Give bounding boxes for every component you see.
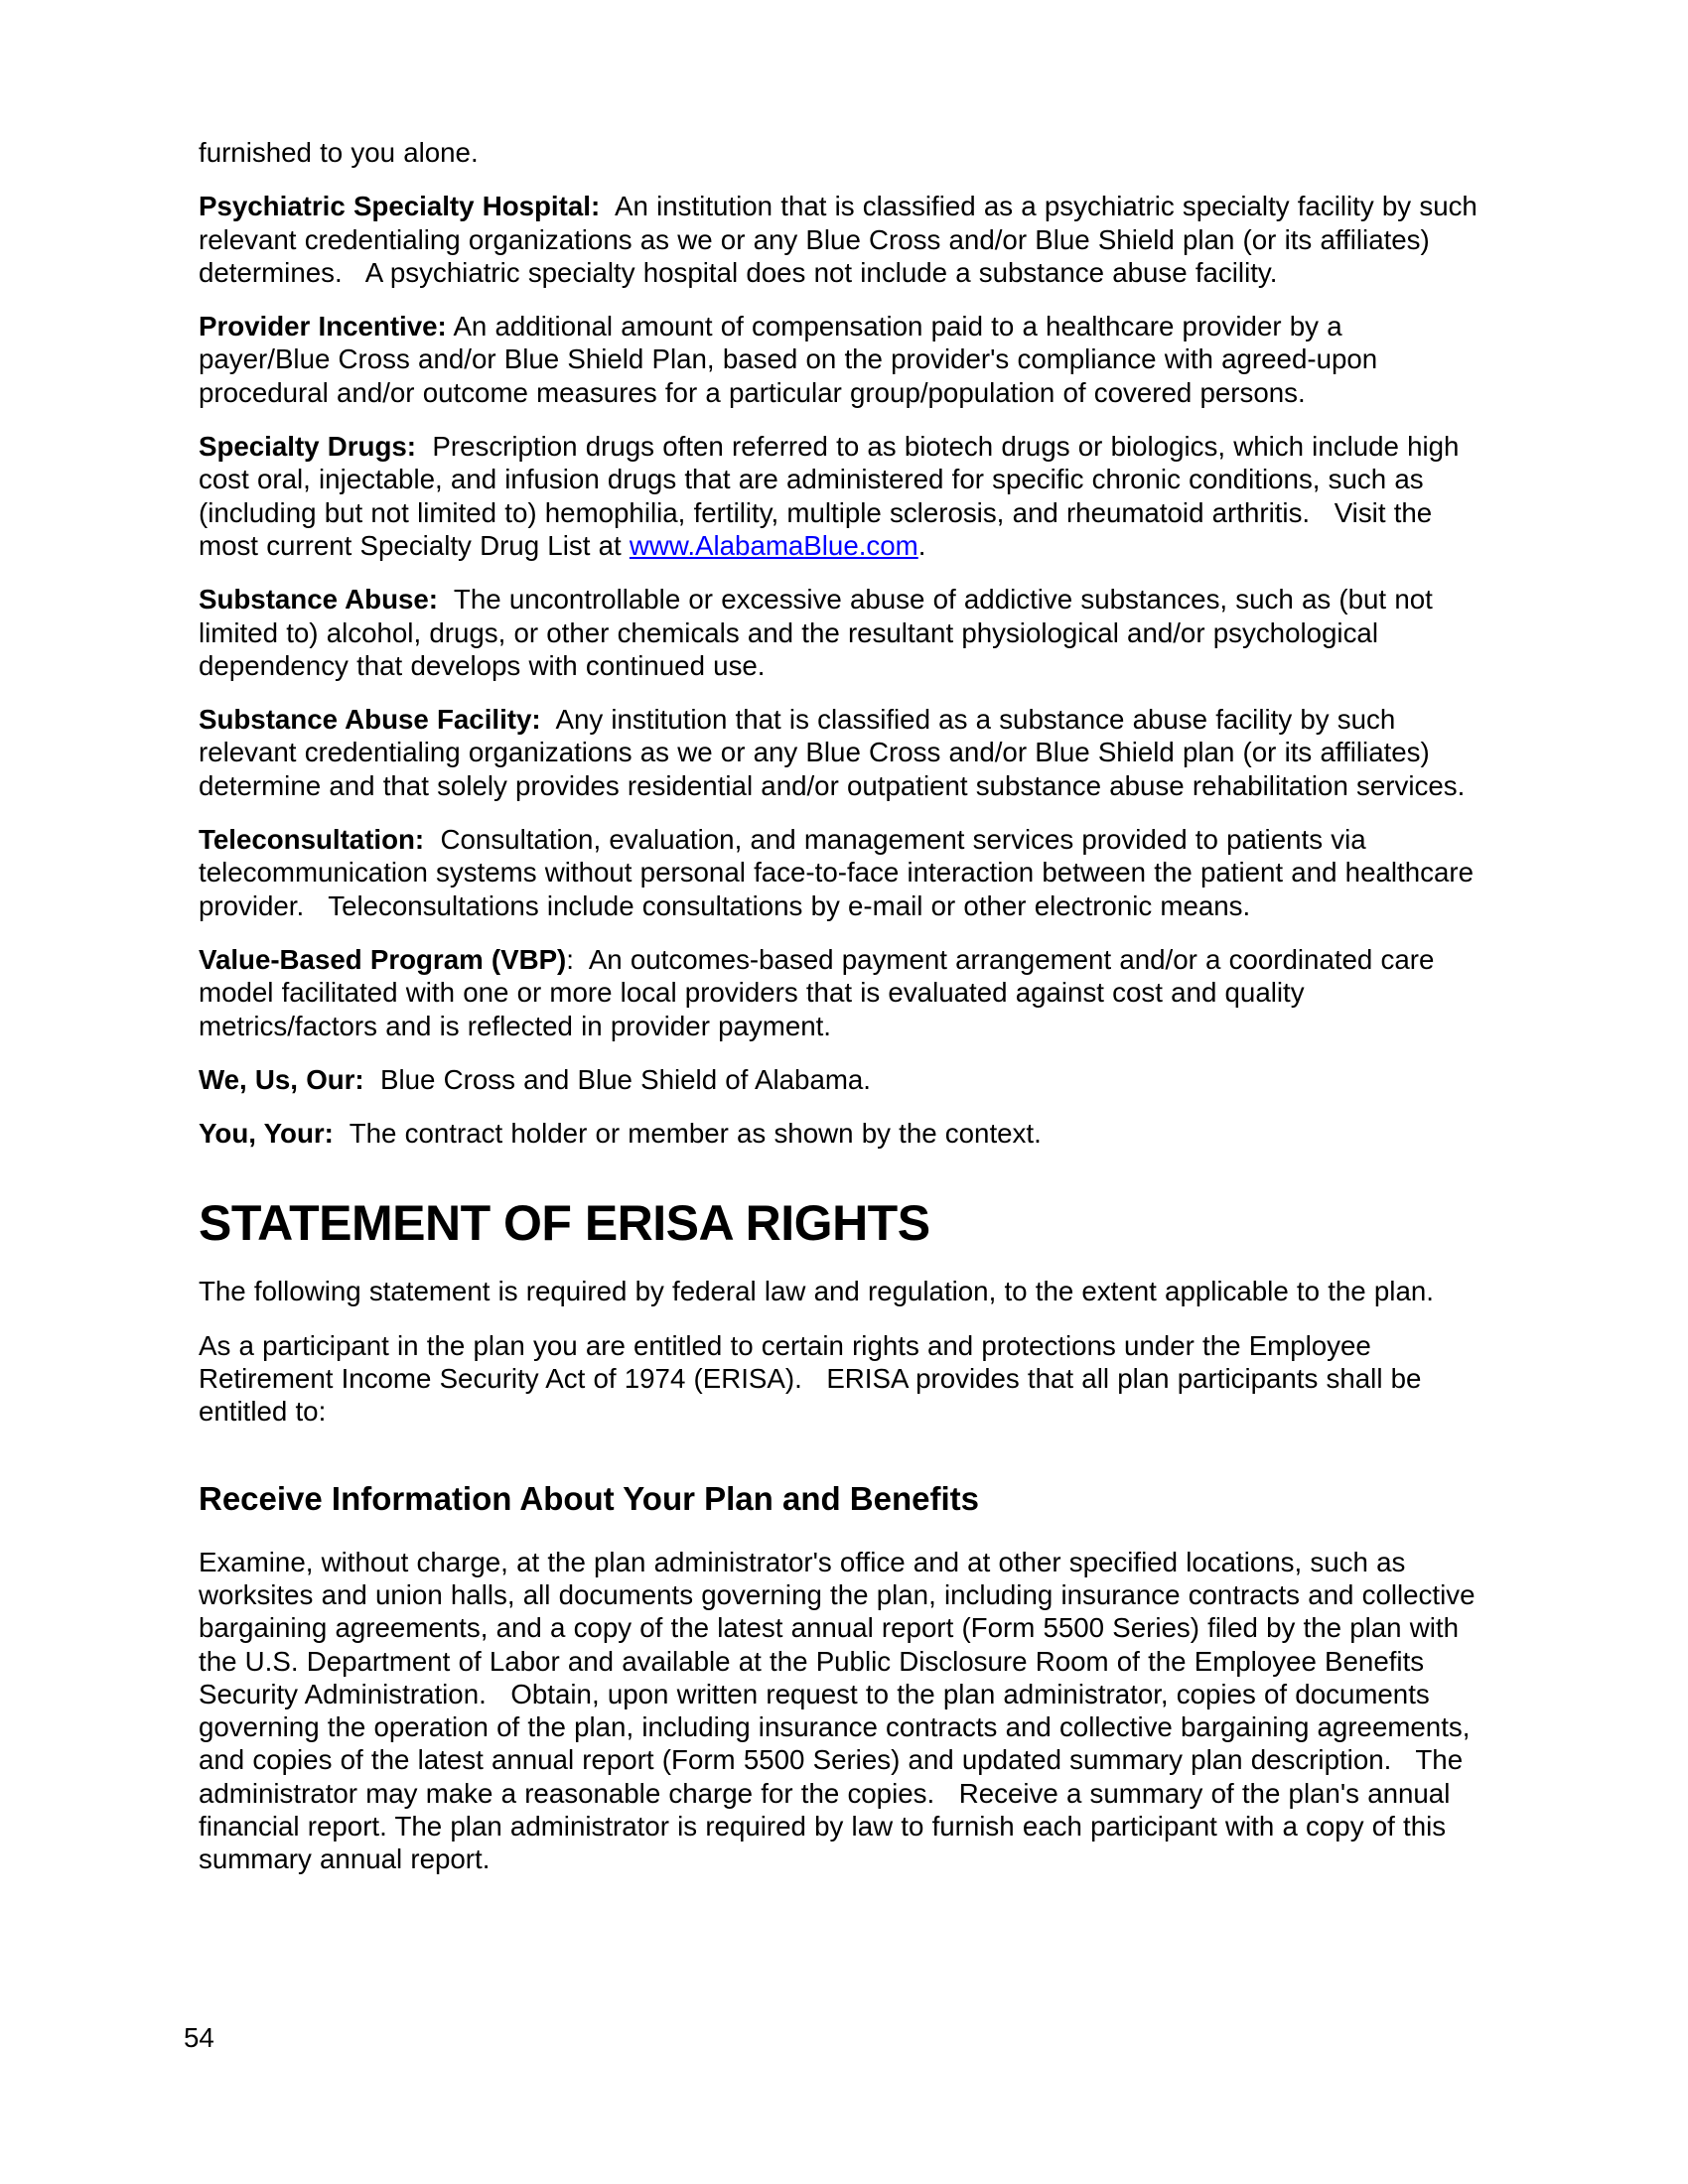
definition-term: Provider Incentive: bbox=[199, 311, 447, 342]
definition-you-your bbox=[199, 1117, 1481, 1150]
definition-term: Substance Abuse: bbox=[199, 584, 439, 615]
definition-body: The uncontrollable or excessive abuse of addictive substances, such as (but not limited to) alcohol, drugs, or other chemicals and the resultant physiological and/or psychological dependency that develops with continued use. bbox=[199, 584, 1442, 681]
statement-of-erisa-rights-heading: STATEMENT OF ERISA RIGHTS bbox=[199, 1195, 930, 1252]
definition-body: Blue Cross and Blue Shield of Alabama. bbox=[363, 1063, 872, 1095]
definition-body: Prescription drugs often referred to as biotech drugs or biologics, which include high cost oral, injectable, and infusion drugs that are administered for specific chronic conditions, such as (including but not limited to) hemophilia, fertility, multiple sclerosis, and rheumatoid arthritis. Visit the most current Specialty Drug List at bbox=[199, 431, 1468, 561]
definition-teleconsultation bbox=[199, 823, 1481, 922]
definition-specialty-drugs bbox=[199, 430, 1481, 562]
erisa-participant-paragraph: As a participant in the plan you are entitled to certain rights and protections under the Employee Retirement Income Security Act of 1974 (ERISA). ERISA provides that all plan participants shall be entitled to: bbox=[199, 1329, 1430, 1428]
definition-body: Any institution that is classified as a substance abuse facility by such relevant credentialing organizations as we or any Blue Cross and/or Blue Shield plan (or its affiliates) determine and that solely provides residential and/or outpatient substance abuse rehabilitation services. bbox=[199, 704, 1466, 801]
definition-term: Teleconsultation: bbox=[199, 824, 425, 856]
definition-body: : An outcomes-based payment arrangement and/or a coordinated care model facilitated with one or more local providers that is evaluated against cost and quality metrics/factors and is reflected in provider payment. bbox=[199, 943, 1443, 1041]
definition-term: Value-Based Program (VBP) bbox=[199, 943, 567, 975]
definition-term: We, Us, Our: bbox=[199, 1063, 364, 1095]
definition-we-us-our bbox=[199, 1063, 1481, 1096]
definition-term: Psychiatric Specialty Hospital: bbox=[199, 191, 601, 222]
definition-term: Specialty Drugs: bbox=[199, 431, 416, 463]
definition-body: An institution that is classified as a psychiatric specialty facility by such relevant credentialing organizations as we or any Blue Cross and/or Blue Shield plan (or its affiliates) determines. A psychiatric specialty hospital does not include a substance abuse facility. bbox=[199, 191, 1486, 288]
definition-term: You, Your: bbox=[199, 1118, 334, 1150]
definition-substance-abuse-facility bbox=[199, 703, 1481, 802]
definition-body: An additional amount of compensation paid to a healthcare provider by a payer/Blue Cross and/or Blue Shield Plan, based on the provider's compliance with agreed-upon procedural and/or outcome measures for a particular group/population of covered persons. bbox=[199, 311, 1386, 408]
definition-psychiatric-specialty-hospital bbox=[199, 190, 1486, 289]
definition-provider-incentive bbox=[199, 310, 1481, 409]
receive-information-heading: Receive Information About Your Plan and Benefits bbox=[199, 1479, 980, 1517]
definition-body: The contract holder or member as shown by the context. bbox=[333, 1118, 1042, 1150]
page-number: 54 bbox=[184, 2022, 214, 2053]
definition-value-based-program bbox=[199, 943, 1481, 1042]
alabamablue-link[interactable]: www.AlabamaBlue.com bbox=[629, 529, 918, 561]
definition-substance-abuse bbox=[199, 583, 1481, 682]
erisa-intro-paragraph: The following statement is required by federal law and regulation, to the extent applicable to the plan. bbox=[199, 1276, 1434, 1307]
definition-body: Consultation, evaluation, and management services provided to patients via telecommunication systems without personal face-to-face interaction between the patient and healthcare provider. Teleconsultations include consultations by e-mail or other electronic means. bbox=[199, 824, 1482, 921]
receive-information-paragraph: Examine, without charge, at the plan administrator's office and at other specified locations, such as worksites and union halls, all documents governing the plan, including insurance contracts and collective bargaining agreements, and a copy of the latest annual report (Form 5500 Series) filed by the plan with the U.S. Department of Labor and available at the Public Disclosure Room of the Employee Benefits Security Administration. Obtain, upon written request to the plan administrator, copies of documents governing the operation of the plan, including insurance contracts and collective bargaining agreements, and copies of the latest annual report (Form 5500 Series) and updated summary plan description. The administrator may make a reasonable charge for the copies. Receive a summary of the plan's annual financial report. The plan administrator is required by law to furnish each participant with a copy of this summary annual report. bbox=[199, 1546, 1483, 1875]
definition-term: Substance Abuse Facility: bbox=[199, 704, 541, 736]
page-content bbox=[199, 136, 1486, 1897]
paragraph-continuation: furnished to you alone. bbox=[199, 137, 479, 168]
definition-body-after-link: . bbox=[917, 529, 926, 561]
